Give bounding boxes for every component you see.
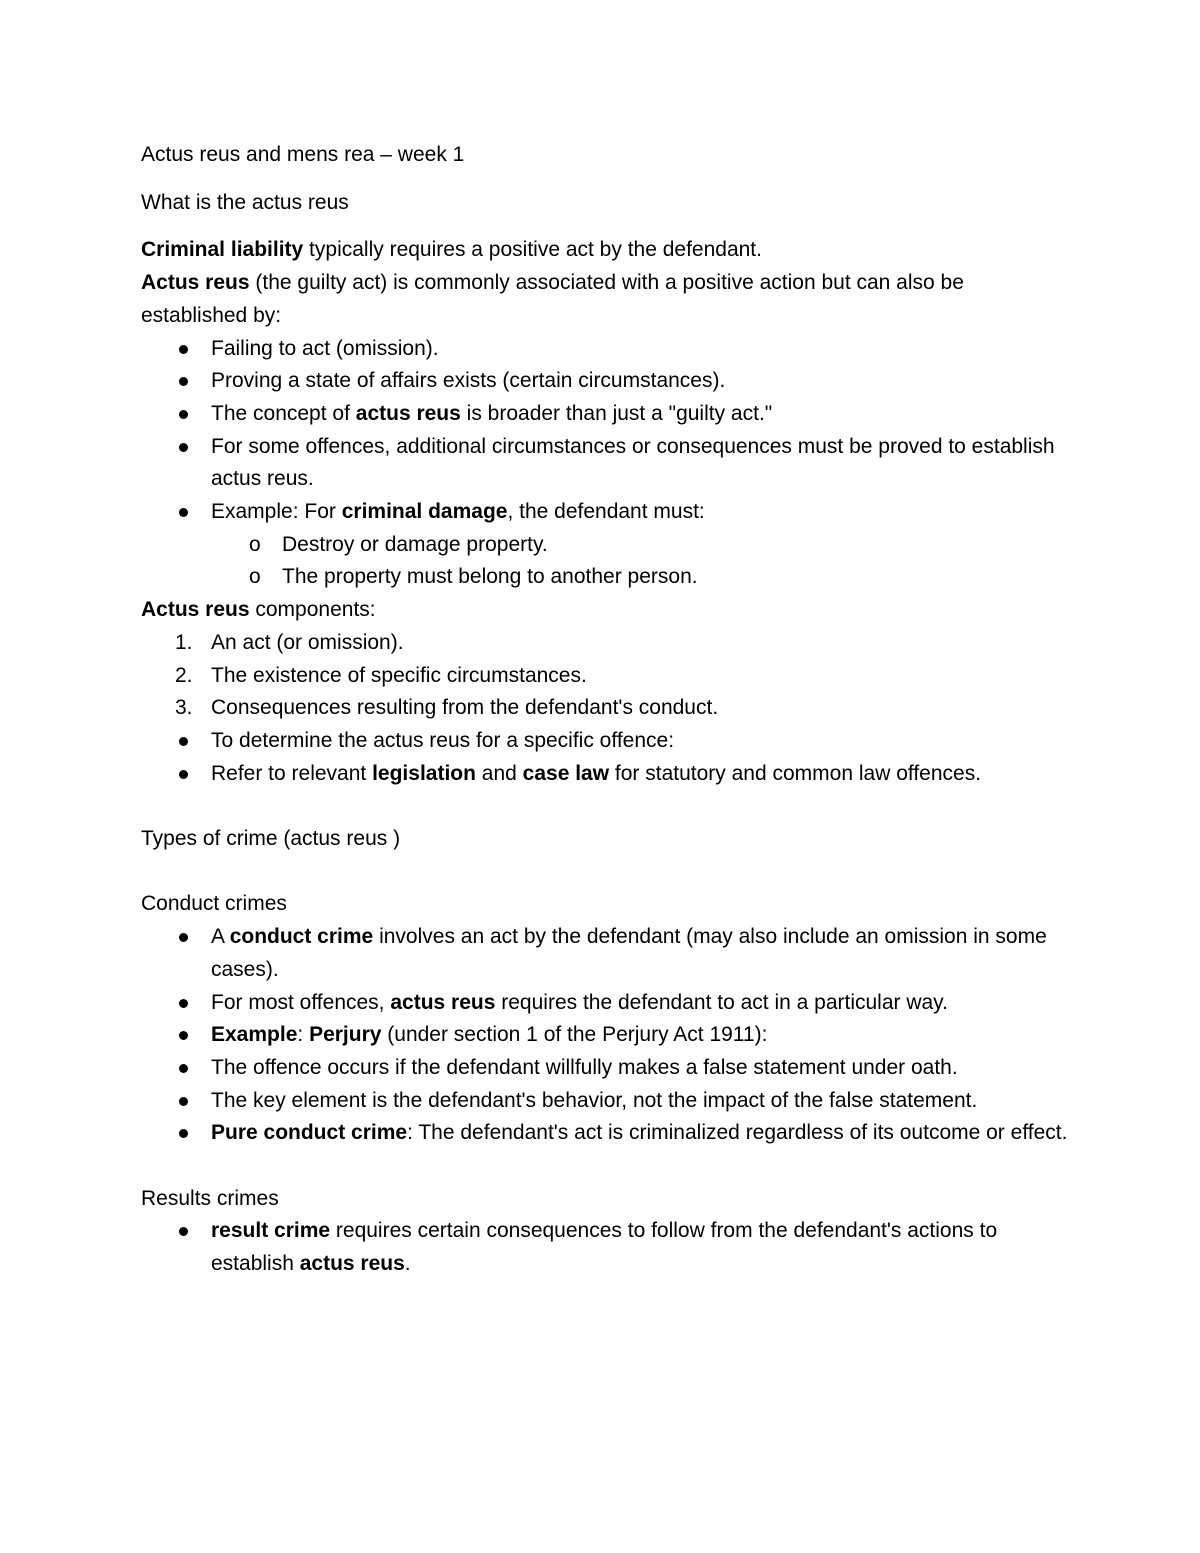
bullet-icon <box>179 1031 188 1040</box>
list-item <box>141 365 1071 398</box>
text: and <box>475 761 523 785</box>
list-item <box>141 725 1071 758</box>
bullet-icon <box>179 1129 188 1138</box>
bold-term: Actus reus <box>141 271 250 295</box>
bold-term: case law <box>522 761 610 785</box>
item-number: 1. <box>175 630 193 654</box>
bullet-icon <box>179 508 188 517</box>
list-item <box>141 496 1071 529</box>
paragraph <box>141 594 1071 627</box>
text: for statutory and common law offences. <box>609 761 982 785</box>
sub-bullet-marker: o <box>249 565 261 589</box>
text: involves an act by the defendant (may also include an omission in some cases). <box>211 925 1047 981</box>
spacer <box>141 856 1071 889</box>
bullet-icon <box>179 377 188 386</box>
text: The concept of <box>211 401 356 425</box>
paragraph <box>141 234 1071 267</box>
text: Failing to act (omission). <box>211 336 439 360</box>
list-item <box>141 921 1071 986</box>
text: The key element is the defendant's behavior, not the impact of the false statement. <box>211 1088 978 1112</box>
paragraph <box>141 267 1071 332</box>
numbered-item <box>141 627 1071 660</box>
bullet-icon <box>179 933 188 942</box>
text: . <box>404 1252 411 1276</box>
item-number: 3. <box>175 696 193 720</box>
text: requires certain consequences to follow from the defendant's actions to establish <box>211 1219 998 1276</box>
text: : The defendant's act is criminalized regardless of its outcome or effect. <box>407 1121 1068 1145</box>
text: Destroy or damage property. <box>282 532 548 556</box>
text: For most offences, <box>211 990 391 1014</box>
text: : <box>297 1023 310 1047</box>
bold-term: actus reus <box>390 990 496 1014</box>
text: To determine the actus reus for a specific offence: <box>211 728 675 752</box>
bold-term: Perjury <box>309 1023 382 1047</box>
sub-bullet-marker: o <box>249 532 261 556</box>
bold-term: legislation <box>372 761 476 785</box>
bold-term: Criminal liability <box>141 238 304 262</box>
numbered-item <box>141 692 1071 725</box>
bullet-icon <box>179 737 188 746</box>
bold-term: result crime <box>211 1219 331 1243</box>
list-item <box>141 1019 1071 1052</box>
bold-term: Example <box>211 1023 298 1047</box>
item-number: 2. <box>175 663 193 687</box>
text: is broader than just a "guilty act." <box>460 401 773 425</box>
text: components: <box>249 598 376 622</box>
bold-term: criminal damage <box>341 500 508 524</box>
text: Consequences resulting from the defendant's conduct. <box>211 696 719 720</box>
bullet-icon <box>179 1227 188 1236</box>
text: The offence occurs if the defendant willfully makes a false statement under oath. <box>211 1055 958 1079</box>
text: (the guilty act) is commonly associated with a positive action but can also be established by: <box>141 271 964 327</box>
bullet-icon <box>179 410 188 419</box>
bold-term: actus reus <box>355 401 461 425</box>
list-item <box>141 1052 1071 1085</box>
text: For some offences, additional circumstances or consequences must be proved to establish actus reus. <box>211 434 1055 491</box>
text: An act (or omission). <box>211 630 404 654</box>
bold-term: conduct crime <box>229 925 374 949</box>
sub-list-item <box>141 529 1071 562</box>
bold-term: actus reus <box>299 1252 405 1276</box>
bold-term: Pure conduct crime <box>211 1121 408 1145</box>
text: The existence of specific circumstances. <box>211 663 587 687</box>
section-heading: Results crimes <box>141 1186 279 1210</box>
bullet-icon <box>179 443 188 452</box>
bullet-icon <box>179 770 188 779</box>
list-item <box>141 1085 1071 1118</box>
spacer <box>141 1150 1071 1183</box>
text: , the defendant must: <box>507 500 705 524</box>
list-item <box>141 1215 1071 1280</box>
list-item <box>141 398 1071 431</box>
section-heading: What is the actus reus <box>141 190 349 214</box>
text: typically requires a positive act by the defendant. <box>303 238 762 262</box>
bullet-icon <box>179 999 188 1008</box>
text: Example: For <box>211 500 342 524</box>
text: A <box>211 925 230 949</box>
sub-list-item <box>141 561 1071 594</box>
list-item <box>141 758 1071 791</box>
section-heading: Conduct crimes <box>141 892 287 916</box>
bullet-icon <box>179 1097 188 1106</box>
numbered-item <box>141 660 1071 693</box>
document-content <box>141 139 1071 1281</box>
bullet-icon <box>179 345 188 354</box>
text: Refer to relevant <box>211 761 373 785</box>
bold-term: Actus reus <box>141 598 250 622</box>
spacer <box>141 790 1071 823</box>
text: requires the defendant to act in a particular way. <box>495 990 948 1014</box>
list-item <box>141 431 1071 496</box>
list-item <box>141 333 1071 366</box>
document-title: Actus reus and mens rea – week 1 <box>141 143 465 166</box>
bullet-icon <box>179 1064 188 1073</box>
list-item <box>141 1117 1071 1150</box>
list-item <box>141 987 1071 1020</box>
section-heading: Types of crime (actus reus ) <box>141 827 401 851</box>
text: Proving a state of affairs exists (certain circumstances). <box>211 369 726 393</box>
text: The property must belong to another person. <box>282 565 698 589</box>
text: (under section 1 of the Perjury Act 1911): <box>381 1023 768 1047</box>
